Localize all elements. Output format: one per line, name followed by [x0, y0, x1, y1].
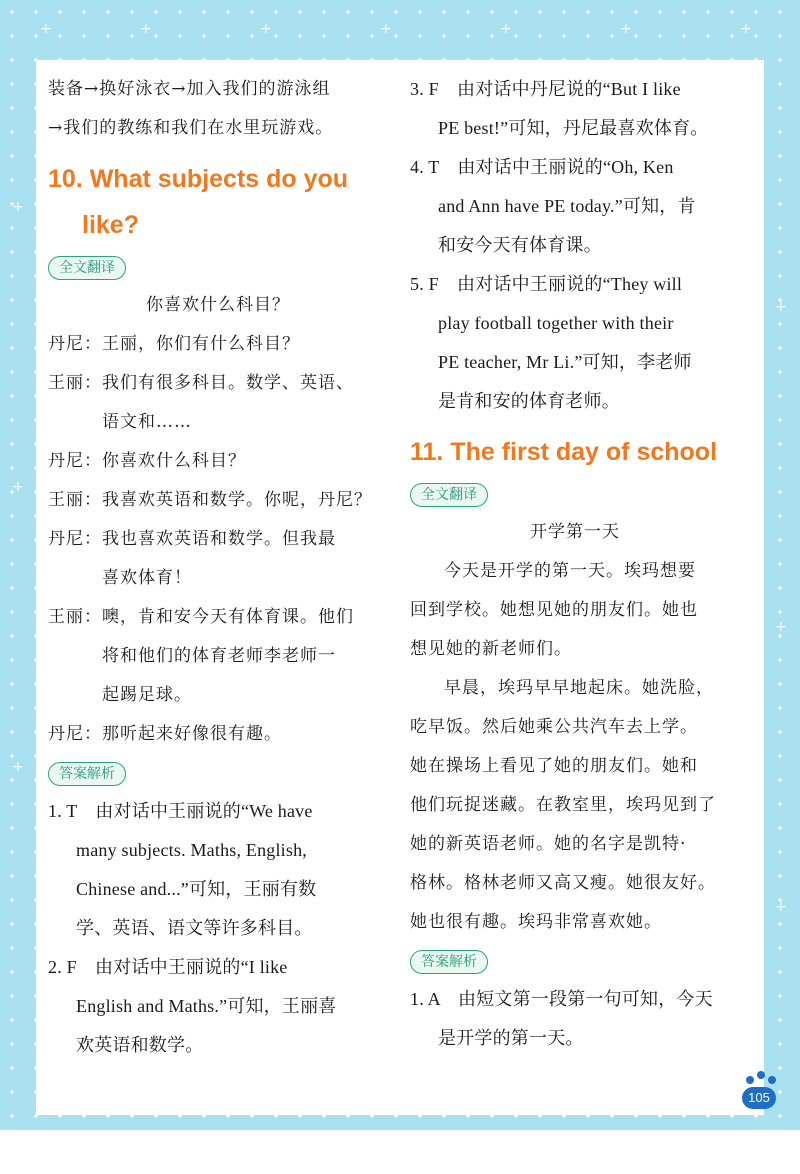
dialog-text: 你喜欢什么科目？	[102, 451, 246, 471]
page-content	[36, 60, 764, 1115]
left-column	[48, 60, 388, 1065]
dialog-text: 我们有很多科目。数学、英语、	[102, 373, 354, 393]
answer-line: 是开学的第一天。	[438, 1028, 584, 1048]
story-title: 开学第一天	[530, 522, 620, 542]
dialog-text: 王丽，你们有什么科目？	[102, 334, 300, 354]
answer-line: many subjects. Maths, English,	[76, 840, 307, 860]
speaker: 丹尼：	[48, 724, 102, 744]
decor-plus: +	[12, 479, 24, 495]
dialog-text: 噢，肯和安今天有体育课。他们	[102, 607, 354, 627]
story-line: 她的新英语老师。她的名字是凯特·	[410, 834, 687, 854]
answer-line: PE best!”可知，丹尼最喜欢体育。	[438, 118, 709, 138]
dialog-text: 我喜欢英语和数学。你呢，丹尼？	[102, 490, 372, 510]
dialog-line	[48, 325, 388, 364]
decor-plus: +	[500, 21, 512, 37]
page-number: 105	[742, 1087, 776, 1109]
decor-plus: +	[775, 619, 787, 635]
dialog-line-cont: 喜欢体育！	[102, 568, 192, 588]
dialog-title: 你喜欢什么科目？	[146, 295, 290, 315]
answer-line: 4. T 由对话中王丽说的“Oh, Ken	[410, 157, 674, 177]
section-10-title-cont: like?	[82, 211, 139, 239]
answer-line: PE teacher, Mr Li.”可知，李老师	[438, 352, 692, 372]
answer-line: 2. F 由对话中王丽说的“I like	[48, 957, 288, 977]
story-line: 她也很有趣。埃玛非常喜欢她。	[410, 912, 662, 932]
dialog-text: 我也喜欢英语和数学。但我最	[102, 529, 336, 549]
bottom-margin	[0, 1130, 800, 1174]
dialog-line	[48, 715, 388, 754]
story-line: 想见她的新老师们。	[410, 639, 572, 659]
story-line: 格林。格林老师又高又瘦。她很友好。	[410, 873, 716, 893]
decor-plus: +	[40, 21, 52, 37]
answer-line: play football together with their	[438, 313, 674, 333]
right-column	[410, 60, 740, 1058]
answer-line: 欢英语和数学。	[76, 1035, 204, 1055]
answer-line: 学、英语、语文等许多科目。	[76, 918, 313, 938]
answer-line: 1. A 由短文第一段第一句可知，今天	[410, 989, 713, 1009]
translation-label: 全文翻译	[48, 256, 126, 280]
answer-line: 和安今天有体育课。	[438, 235, 602, 255]
answer-line: 5. F 由对话中王丽说的“They will	[410, 274, 683, 294]
decor-plus: +	[775, 899, 787, 915]
dialog-line-cont: 起踢足球。	[102, 685, 192, 705]
decor-plus: +	[740, 21, 752, 37]
paw-print-icon	[757, 1071, 765, 1079]
speaker: 王丽：	[48, 373, 102, 393]
dialog-line	[48, 520, 388, 559]
speaker: 王丽：	[48, 490, 102, 510]
dialog-line-cont: 语文和……	[102, 412, 192, 432]
decor-plus: +	[12, 759, 24, 775]
decor-plus: +	[260, 21, 272, 37]
paw-print-icon	[768, 1076, 776, 1084]
answer-line: and Ann have PE today.”可知，肯	[438, 196, 696, 216]
decor-plus: +	[380, 21, 392, 37]
decor-plus: +	[12, 199, 24, 215]
dialog-text: 那听起来好像很有趣。	[102, 724, 282, 744]
dialog-line	[48, 442, 388, 481]
story-line: 吃早饭。然后她乘公共汽车去上学。	[410, 717, 698, 737]
answer-label: 答案解析	[410, 950, 488, 974]
intro-line: 装备→换好泳衣→加入我们的游泳组	[48, 79, 331, 99]
answer-line: 3. F 由对话中丹尼说的“But I like	[410, 79, 681, 99]
decor-plus: +	[140, 21, 152, 37]
story-line: 早晨，埃玛早早地起床。她洗脸，	[444, 678, 714, 698]
section-10-title: 10. What subjects do you	[48, 165, 349, 193]
dialog-line	[48, 481, 388, 520]
story-line: 回到学校。她想见她的朋友们。她也	[410, 600, 698, 620]
answer-line: Chinese and...”可知，王丽有数	[76, 879, 317, 899]
story-line: 今天是开学的第一天。埃玛想要	[444, 561, 696, 581]
translation-label: 全文翻译	[410, 483, 488, 507]
answer-label: 答案解析	[48, 762, 126, 786]
speaker: 丹尼：	[48, 451, 102, 471]
section-11-title: 11. The first day of school	[410, 438, 718, 466]
answer-line: 是肯和安的体育老师。	[438, 391, 620, 411]
dialog-line-cont: 将和他们的体育老师李老师一	[102, 646, 336, 666]
paw-print-icon	[746, 1076, 754, 1084]
story-line: 他们玩捉迷藏。在教室里，埃玛见到了	[410, 795, 716, 815]
intro-line: →我们的教练和我们在水里玩游戏。	[48, 118, 334, 138]
speaker: 丹尼：	[48, 529, 102, 549]
decor-plus: +	[620, 21, 632, 37]
dialog-line	[48, 364, 388, 403]
decor-plus: +	[775, 299, 787, 315]
dialog-line	[48, 598, 388, 637]
speaker: 丹尼：	[48, 334, 102, 354]
answer-line: 1. T 由对话中王丽说的“We have	[48, 801, 313, 821]
answer-line: English and Maths.”可知，王丽喜	[76, 996, 337, 1016]
story-line: 她在操场上看见了她的朋友们。她和	[410, 756, 698, 776]
speaker: 王丽：	[48, 607, 102, 627]
